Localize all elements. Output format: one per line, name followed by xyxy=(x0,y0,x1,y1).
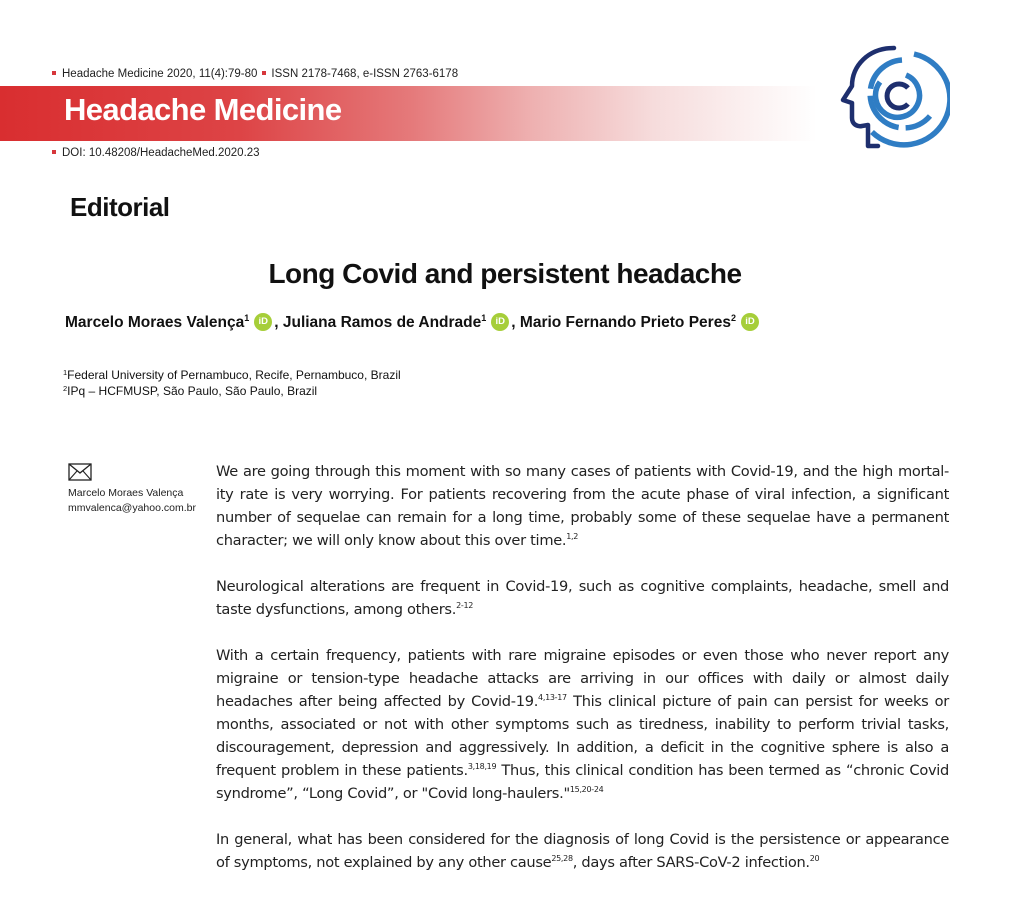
author-separator: , xyxy=(511,314,520,331)
citation-ref[interactable]: 15,20-24 xyxy=(569,785,604,794)
article-body xyxy=(216,460,949,897)
affiliation-text: Federal University of Pernambuco, Recife, Pernambuco, Brazil xyxy=(67,368,401,382)
affiliation xyxy=(63,368,401,382)
author-name: Mario Fernando Prieto Peres xyxy=(519,314,731,331)
citation-ref[interactable]: 25,28 xyxy=(551,854,573,863)
bullet-icon xyxy=(52,71,56,75)
citation-ref[interactable]: 1,2 xyxy=(566,532,579,541)
paragraph-text: Thus, this clinical condition has been termed as “chronic Covid syndrome”, “Long Covid”, or "Covid long-haulers." xyxy=(216,762,949,802)
citation-ref[interactable]: 4,13-17 xyxy=(538,693,567,702)
orcid-icon[interactable]: iD xyxy=(254,313,272,331)
author-affiliation-mark: 2 xyxy=(730,313,736,323)
correspondence-name: Marcelo Moraes Valença xyxy=(68,487,184,499)
citation: Headache Medicine 2020, 11(4):79-80 xyxy=(62,68,258,80)
paragraph-text: , days after SARS-CoV-2 infection. xyxy=(572,854,810,871)
citation-ref[interactable]: 2-12 xyxy=(456,601,474,610)
body-paragraph xyxy=(216,644,949,805)
issn: ISSN 2178-7468, e-ISSN 2763-6178 xyxy=(271,68,459,80)
author-name: Juliana Ramos de Andrade xyxy=(282,314,482,331)
affiliation-text: IPq – HCFMUSP, São Paulo, São Paulo, Brazil xyxy=(67,384,318,398)
article-title: Long Covid and persistent headache xyxy=(268,258,742,289)
affiliation-mark: 1 xyxy=(63,368,68,377)
paragraph-text: Neurological alterations are frequent in Covid-19, such as cognitive complaints, headache, smell and taste dysfunctions, among others. xyxy=(216,578,949,618)
citation-ref[interactable]: 20 xyxy=(809,854,820,863)
mail-icon xyxy=(68,463,92,481)
section-label: Editorial xyxy=(70,192,170,222)
citation-ref[interactable]: 3,18,19 xyxy=(467,762,497,771)
correspondence-email[interactable]: mmvalenca@yahoo.com.br xyxy=(68,502,196,514)
citation-line xyxy=(52,68,458,80)
doi[interactable]: DOI: 10.48208/HeadacheMed.2020.23 xyxy=(62,147,260,159)
paragraph-text: This clinical picture of pain can persist for weeks or months, associated or not with other symptoms such as tiredness, inability to perform trivial tasks, discouragement, depression and aggressively. In addition, a deficit in the cognitive sphere is also a frequent problem in these patients. xyxy=(216,693,950,779)
orcid-icon[interactable]: iD xyxy=(741,313,759,331)
doi-line xyxy=(52,147,260,159)
bullet-icon xyxy=(262,71,266,75)
journal-title: Headache Medicine xyxy=(64,92,342,127)
author-affiliation-mark: 1 xyxy=(244,313,250,323)
body-paragraph xyxy=(216,460,949,552)
orcid-icon[interactable]: iD xyxy=(491,313,509,331)
paragraph-text: We are going through this moment with so many cases of patients with Covid-19, and the high mortal-ity rate is very worrying. For patients recovering from the acute phase of viral infection, a significant number of sequelae can remain for a long time, probably some of these sequelae have a permanent character; we will only know about this over time. xyxy=(216,463,949,549)
affiliation xyxy=(63,384,317,398)
author-separator: , xyxy=(274,314,283,331)
journal-logo-icon xyxy=(838,40,950,152)
author-list xyxy=(65,313,761,332)
affiliation-mark: 2 xyxy=(63,384,68,393)
body-paragraph xyxy=(216,575,949,621)
author-name: Marcelo Moraes Valença xyxy=(65,314,245,331)
author-affiliation-mark: 1 xyxy=(481,313,487,323)
bullet-icon xyxy=(52,150,56,154)
paragraph-text: In general, what has been considered for the diagnosis of long Covid is the persistence or appearance of symptoms, not explained by any other cause xyxy=(216,831,949,871)
body-paragraph xyxy=(216,828,949,874)
paragraph-text: With a certain frequency, patients with rare migraine episodes or even those who never report any migraine or tension-type headache attacks are arriving in our offices with daily or almost daily headaches after being affected by Covid-19. xyxy=(216,647,949,710)
